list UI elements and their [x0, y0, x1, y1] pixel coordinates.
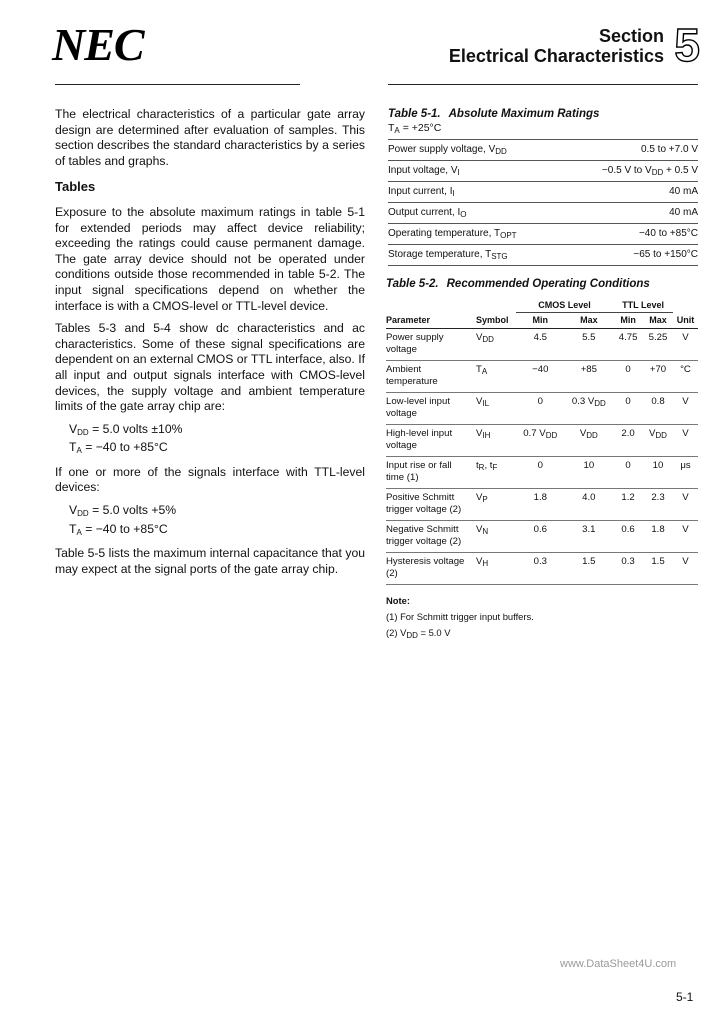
table2-value: 4.0 [565, 489, 614, 521]
table2-param: Power supply voltage [386, 329, 470, 361]
table1-condition: $T_A = +25^\circ C$ [388, 122, 442, 135]
ratings-paragraph: Exposure to the absolute maximum ratings in table 5-1 for extended periods may affect device reliability; exceeding the ratings could cause permanent damage. The gate array device should not be operated under conditions outside those recommended in table 5-2. The input signal specifications depend on whether the interface is with a CMOS-level or TTL-level device. [55, 204, 365, 313]
table1-caption [388, 108, 698, 120]
cmos-ta-line: $T_A = -40$ to +85°C [69, 440, 168, 456]
table2-value: 0.3 $V_{DD}$ [565, 393, 614, 425]
table2-unit: μs [673, 457, 698, 489]
note-1: (1) For Schmitt trigger input buffers. [386, 611, 534, 622]
table2-col-header: Min [613, 313, 643, 329]
table2-value: 0.6 [613, 521, 643, 553]
body-text [55, 107, 365, 584]
table1-row [388, 203, 698, 224]
table2-param: Ambient temperature [386, 361, 470, 393]
cmos-limits [69, 422, 365, 459]
table1-grid [388, 139, 698, 266]
table2-unit: V [673, 425, 698, 457]
table2-value: 0.8 [643, 393, 673, 425]
table1-row [388, 161, 698, 182]
table2-symbol: $V_{DD}$ [470, 329, 516, 361]
note-2: (2) $V_{DD} = 5.0$ V [386, 627, 451, 640]
section-label: Section [598, 26, 664, 46]
table2-value: 1.5 [643, 553, 673, 585]
table2-col-header: Symbol [470, 313, 516, 329]
table-recommended-conditions [386, 278, 698, 644]
ttl-ta-value: = −40 to +85°C [85, 521, 168, 536]
table1-value: 0.5 to +7.0 V [565, 140, 698, 161]
table2-unit: V [673, 393, 698, 425]
page-number: 5-1 [676, 990, 694, 1004]
capacitance-paragraph: Table 5-5 lists the maximum internal capacitance that you may expect at the signal ports of the gate array chip. [55, 546, 365, 576]
table2-symbol: $V_{IH}$ [470, 425, 516, 457]
table1-value: 40 mA [565, 203, 698, 224]
table2-value: 0 [613, 457, 643, 489]
table2-value: +85 [565, 361, 614, 393]
table2-row [386, 393, 698, 425]
table1-value: −0.5 V to $V_{DD} + 0.5$ V [565, 161, 698, 182]
table2-notes [386, 593, 698, 644]
table1-param: Operating temperature, $T_{OPT}$ [388, 224, 565, 245]
table2-caption [386, 278, 698, 290]
watermark: www.DataSheet4U.com [560, 958, 677, 970]
table2-unit: V [673, 521, 698, 553]
table2-value: 1.8 [643, 521, 673, 553]
table2-param: Low-level input voltage [386, 393, 470, 425]
table2-value: $V_{DD}$ [565, 425, 614, 457]
table1-row [388, 224, 698, 245]
table2-row [386, 329, 698, 361]
table2-value: 0.7 $V_{DD}$ [516, 425, 565, 457]
ttl-ta-line: $T_A = -40$ to +85°C [69, 521, 168, 537]
table2-value: 3.1 [565, 521, 614, 553]
table2-value: 5.25 [643, 329, 673, 361]
table1-param: Input voltage, $V_I$ [388, 161, 565, 182]
table1-value: −40 to +85°C [565, 224, 698, 245]
table1-row [388, 245, 698, 266]
table2-row [386, 521, 698, 553]
section-title: Electrical Characteristics [448, 46, 664, 66]
cmos-vdd-line: $V_{DD} = 5.0$ volts ±10% [69, 421, 183, 437]
table2-number: Table 5-2. [386, 278, 439, 290]
cmos-vdd-value: = 5.0 volts ±10% [92, 421, 183, 436]
table2-param: Negative Schmitt trigger voltage (2) [386, 521, 470, 553]
table2-value: 2.3 [643, 489, 673, 521]
table1-param: Input current, $I_I$ [388, 182, 565, 203]
table2-value: 1.5 [565, 553, 614, 585]
table2-value: 0.3 [516, 553, 565, 585]
table2-col-header: Min [516, 313, 565, 329]
table1-param: Storage temperature, $T_{STG}$ [388, 245, 565, 266]
note-label: Note: [386, 595, 410, 606]
ttl-level-header: TTL Level [613, 298, 673, 313]
table2-row [386, 361, 698, 393]
table2-value: −40 [516, 361, 565, 393]
table1-title: Absolute Maximum Ratings [448, 108, 600, 120]
table2-symbol: $t_R$, $t_F$ [470, 457, 516, 489]
tables-heading: Tables [55, 179, 96, 195]
table2-col-header: Max [643, 313, 673, 329]
nec-logo: NEC [52, 19, 144, 70]
table2-unit: V [673, 329, 698, 361]
table2-col-header: Max [565, 313, 614, 329]
table2-value: 0.6 [516, 521, 565, 553]
table2-value: 0 [516, 393, 565, 425]
section-number: 5 [674, 19, 700, 71]
table1-param: Output current, $I_O$ [388, 203, 565, 224]
table2-param: Positive Schmitt trigger voltage (2) [386, 489, 470, 521]
table2-row [386, 489, 698, 521]
table1-value: 40 mA [565, 182, 698, 203]
intro-paragraph: The electrical characteristics of a particular gate array design are determined after evaluation of samples. This section describes the standard characteristics by a series of tables and graphs. [55, 107, 365, 168]
table2-value: 10 [643, 457, 673, 489]
table2-value: 1.8 [516, 489, 565, 521]
table1-number: Table 5-1. [388, 108, 441, 120]
table2-value: 2.0 [613, 425, 643, 457]
table2-unit: °C [673, 361, 698, 393]
cmos-ta-value: = −40 to +85°C [85, 440, 168, 455]
table2-value: 1.2 [613, 489, 643, 521]
ttl-paragraph: If one or more of the signals interface with TTL-level devices: [55, 464, 365, 495]
table2-param: High-level input voltage [386, 425, 470, 457]
table2-param: Hysteresis voltage (2) [386, 553, 470, 585]
table2-col-header: Parameter [386, 313, 470, 329]
table-absolute-max-ratings [388, 108, 698, 266]
table2-unit: V [673, 489, 698, 521]
table2-grid [386, 298, 698, 585]
header-rule-right [388, 84, 698, 85]
table2-title: Recommended Operating Conditions [446, 278, 650, 290]
table2-value: 0 [613, 393, 643, 425]
table2-symbol: $V_{IL}$ [470, 393, 516, 425]
table2-unit: V [673, 553, 698, 585]
cmos-level-header: CMOS Level [516, 298, 613, 313]
ttl-vdd-line: $V_{DD} = 5.0$ volts +5% [69, 503, 177, 519]
table2-symbol: $V_P$ [470, 489, 516, 521]
table2-value: 0 [613, 361, 643, 393]
table2-symbol: $T_A$ [470, 361, 516, 393]
table2-value: 0.3 [613, 553, 643, 585]
table2-value: 4.75 [613, 329, 643, 361]
table2-value: 4.5 [516, 329, 565, 361]
table2-row [386, 457, 698, 489]
ttl-vdd-value: = 5.0 volts +5% [92, 503, 177, 518]
table2-value: 5.5 [565, 329, 614, 361]
table2-symbol: $V_N$ [470, 521, 516, 553]
ttl-limits [69, 503, 365, 540]
table2-row [386, 425, 698, 457]
table2-value: +70 [643, 361, 673, 393]
header-rule-left [55, 84, 300, 85]
table2-value: $V_{DD}$ [643, 425, 673, 457]
table2-value: 10 [565, 457, 614, 489]
characteristics-paragraph: Tables 5-3 and 5-4 show dc characteristics and ac characteristics. Some of these signal specifications are dependent on an external CMOS or TTL interface, also. If all input and output signals interface with CMOS-level devices, the supply voltage and ambient temperature limits of the gate array chip are: [55, 321, 365, 414]
table2-row [386, 553, 698, 585]
table2-symbol: $V_H$ [470, 553, 516, 585]
table2-param: Input rise or fall time (1) [386, 457, 470, 489]
table2-col-header: Unit [673, 313, 698, 329]
table1-value: −65 to +150°C [565, 245, 698, 266]
table1-row [388, 140, 698, 161]
table1-param: Power supply voltage, $V_{DD}$ [388, 140, 565, 161]
table2-value: 0 [516, 457, 565, 489]
table1-row [388, 182, 698, 203]
